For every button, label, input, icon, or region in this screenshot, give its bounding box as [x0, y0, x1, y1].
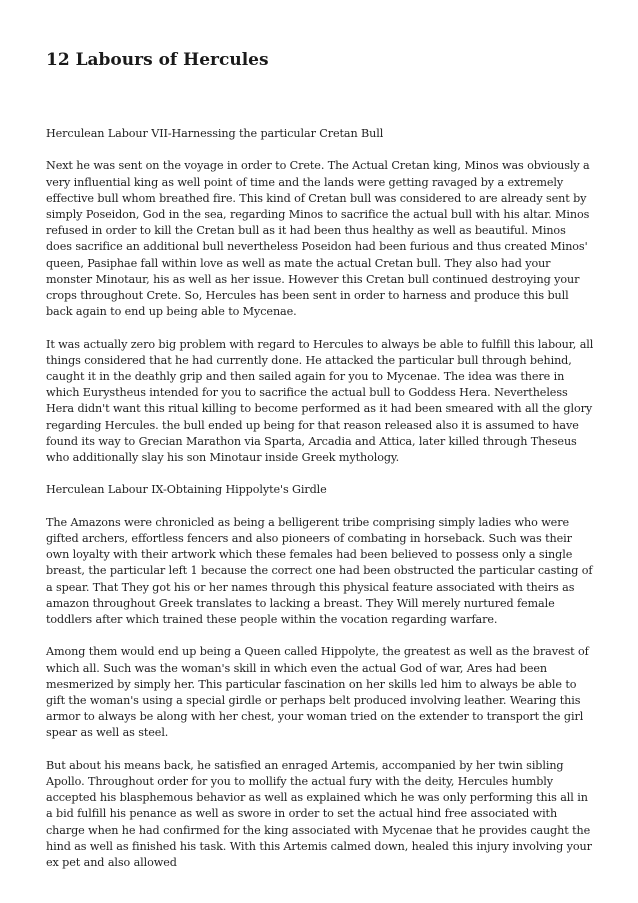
section-heading: Herculean Labour IX-Obtaining Hippolyte's Girdle	[46, 483, 327, 497]
document-body	[46, 126, 594, 887]
paragraph: It was actually zero big problem with regard to Hercules to always be able to fulfill this labour, all things considered that he had currently done. He attacked the particular bull through behind, caught it in the deathly grip and then sailed again for you to Mycenae. The idea was there in which Eurystheus intended for you to sacrifice the actual bull to Goddess Hera. Nevertheless Hera didn't want this ritual killing to become performed as it had been smeared with all the glory regarding Hercules. the bull ended up being for that reason released also it is assumed to have found its way to Grecian Marathon via Sparta, Arcadia and Attica, later killed through Theseus who additionally slay his son Minotaur inside Greek mythology.	[46, 337, 594, 465]
paragraph: Among them would end up being a Queen called Hippolyte, the greatest as well as the bravest of which all. Such was the woman's skill in which even the actual God of war, Ares had been mesmerized by simply her. This particular fascination on her skills led him to always be able to gift the woman's using a special girdle or perhaps belt produced involving leather. Wearing this armor to always be along with her chest, your woman tried on the extender to transport the girl spear as well as steel.	[46, 645, 589, 740]
paragraph: But about his means back, he satisfied an enraged Artemis, accompanied by her twin sibling Apollo. Throughout order for you to mollify the actual fury with the deity, Hercules humbly accepted his blasphemous behavior as well as explained which he was only performing this all in a bid fulfill his penance as well as swore in order to set the actual hind free associated with charge when he had confirmed for the king associated with Mycenae that he provides caught the hind as well as finished his task. With this Artemis calmed down, healed this injury involving your ex pet and also allowed	[46, 758, 592, 870]
paragraph: Next he was sent on the voyage in order to Crete. The Actual Cretan king, Minos was obviously a very influential king as well point of time and the lands were getting ravaged by a extremely effective bull whom breathed fire. This kind of Cretan bull was considered to are already sent by simply Poseidon, God in the sea, regarding Minos to sacrifice the actual bull with his altar. Minos refused in order to kill the Cretan bull as it had been thus healthy as well as beautiful. Minos does sacrifice an additional bull nevertheless Poseidon had been furious and thus created Minos' queen, Pasiphae fall within love as well as mate the actual Cretan bull. They also had your monster Minotaur, his as well as her issue. However this Cretan bull continued destroying your crops throughout Crete. So, Hercules has been sent in order to harness and produce this bull back again to end up being able to Mycenae.	[46, 159, 590, 319]
section-heading: Herculean Labour VII-Harnessing the particular Cretan Bull	[46, 127, 384, 140]
paragraph: The Amazons were chronicled as being a belligerent tribe comprising simply ladies who were gifted archers, effortless fencers and also pioneers of combating in horseback. Such was their own loyalty with their artwork which these females had been believed to possess only a single breast, the particular left 1 because the correct one had been obstructed the particular casting of a spear. That They got his or her names through this physical feature associated with theirs as amazon throughout Greek translates to lacking a breast. They Will merely nurtured female toddlers after which trained these people within the vocation regarding warfare.	[46, 515, 593, 627]
document-title: 12 Labours of Hercules	[46, 50, 269, 70]
